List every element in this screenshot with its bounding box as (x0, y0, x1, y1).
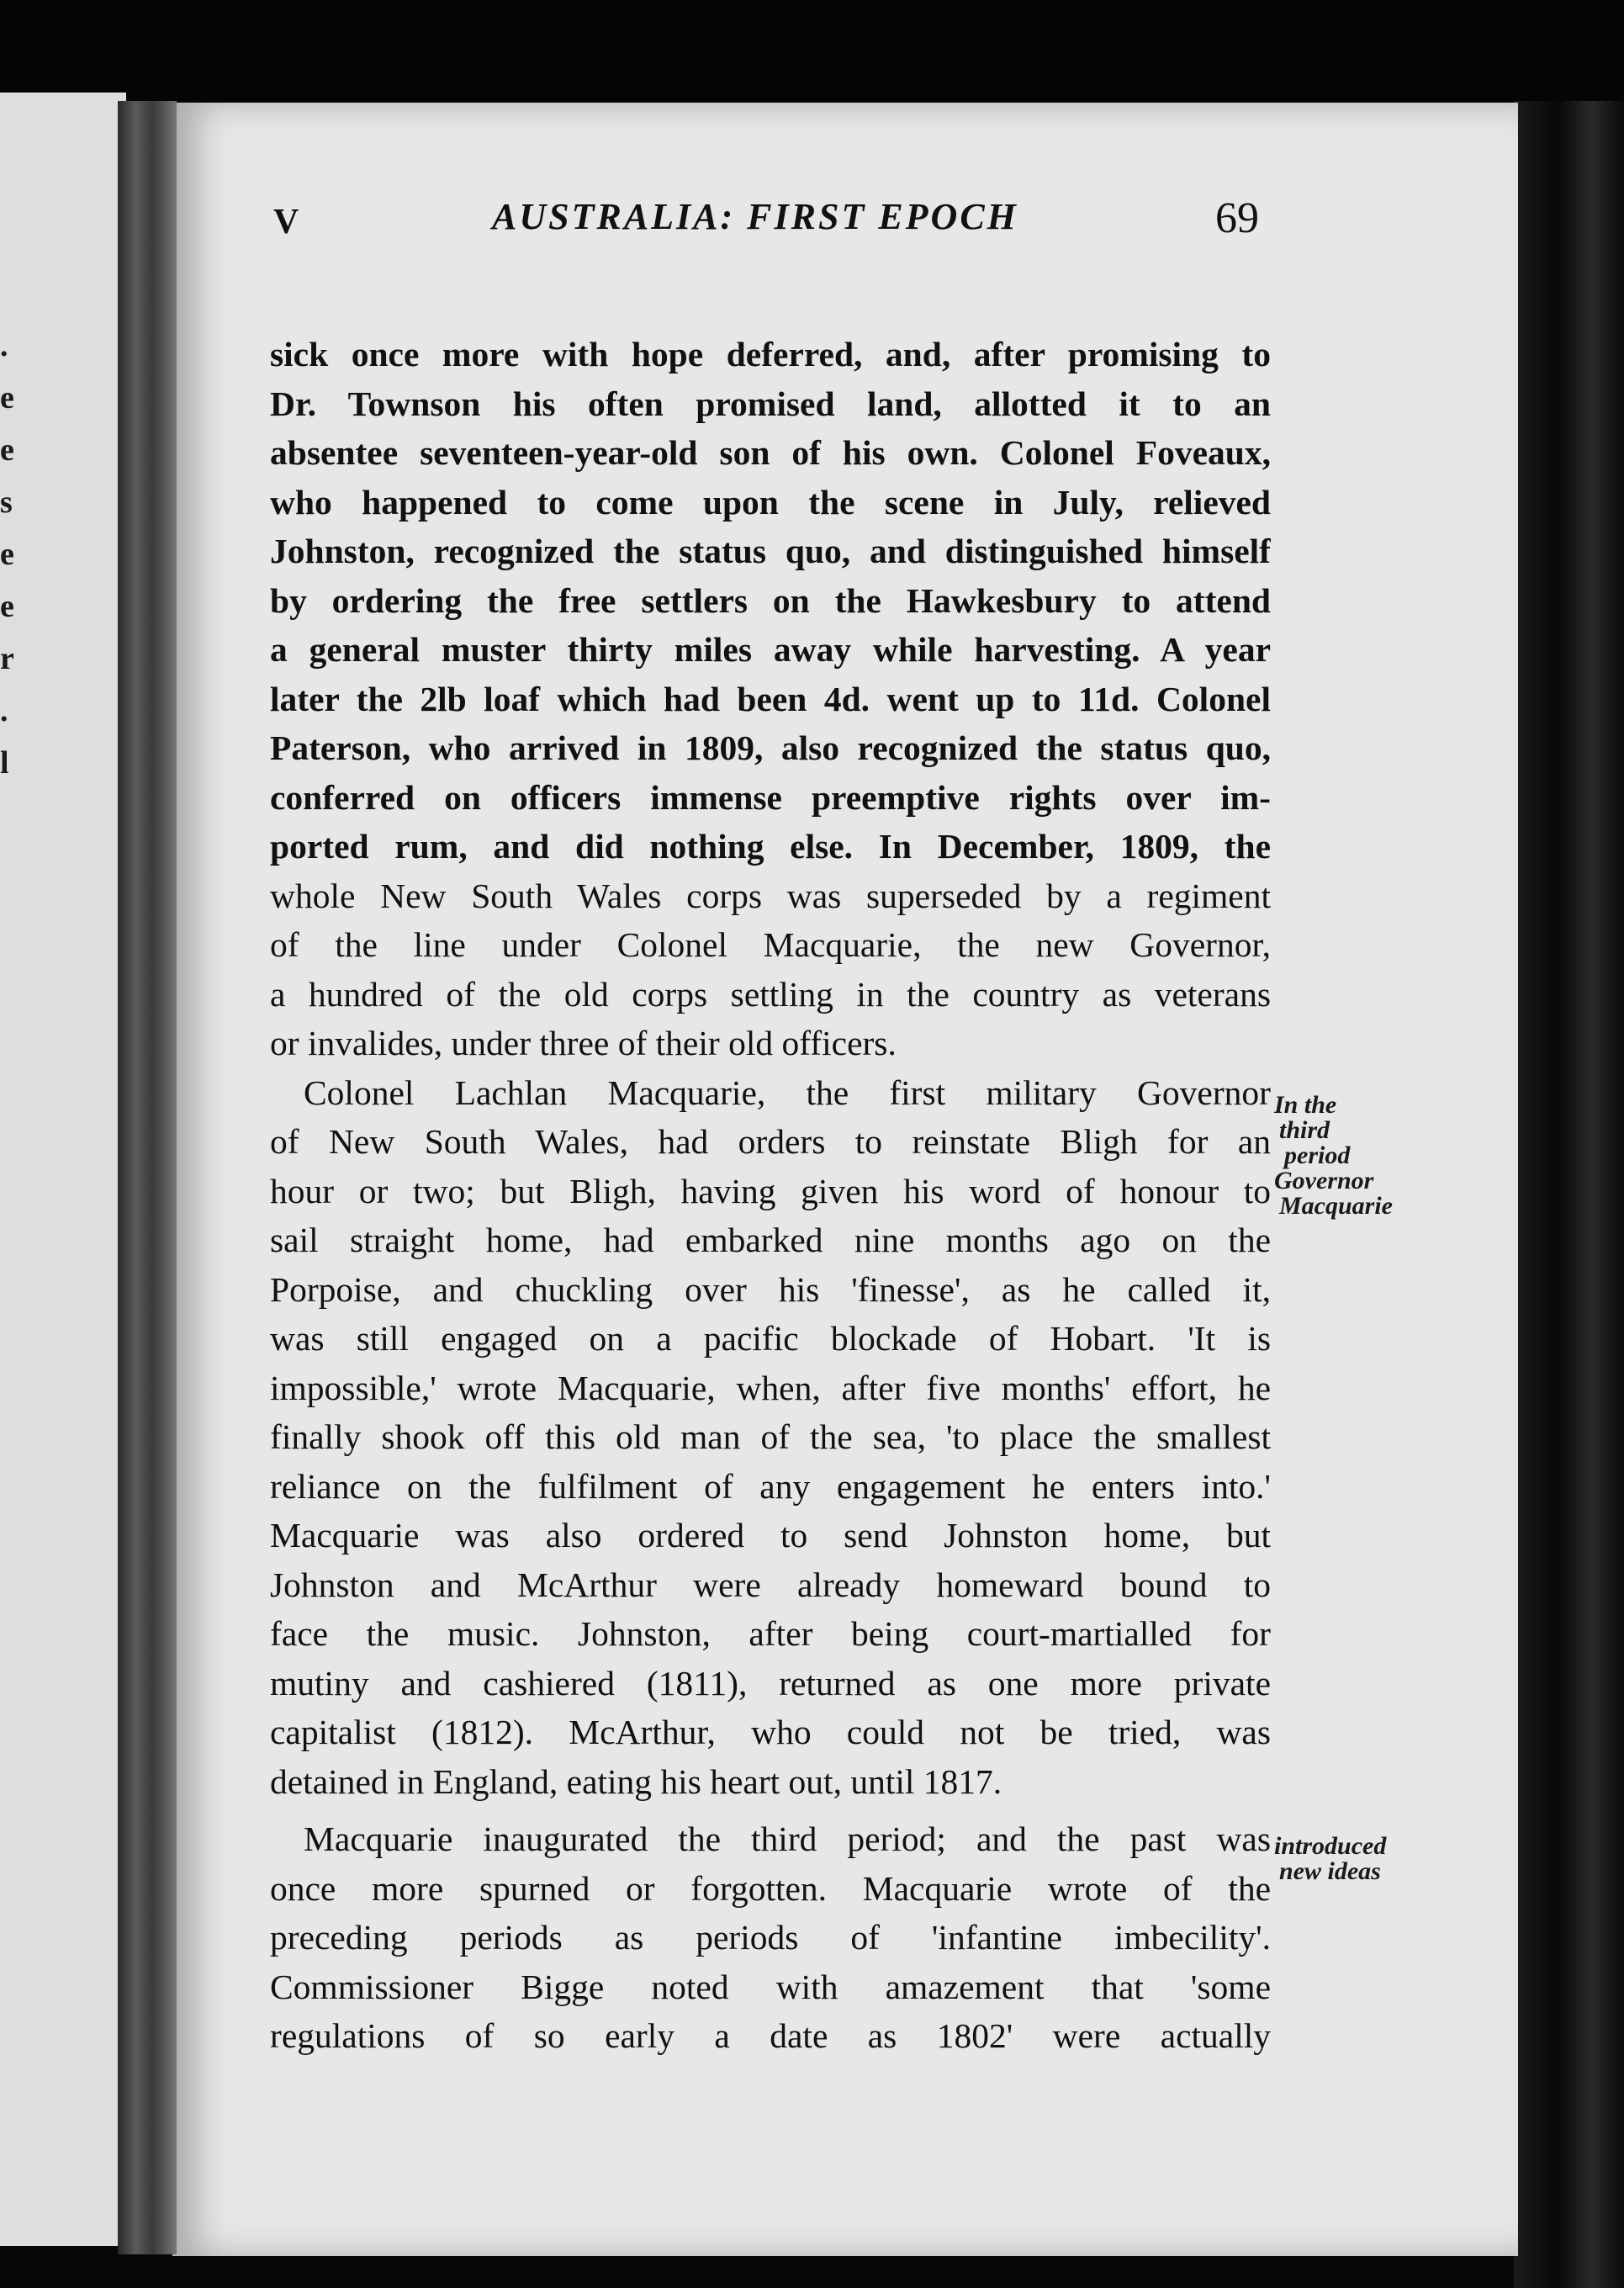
facing-page-edge (0, 93, 126, 2246)
text-line: ported rum, and did nothing else. In December, 1809, the (270, 827, 1271, 866)
scan-right-border (1514, 101, 1624, 2288)
running-title: AUSTRALIA: FIRST EPOCH (492, 196, 1018, 237)
text-line: by ordering the free settlers on the Hawkesbury to attend (270, 580, 1271, 620)
paragraph-1 (270, 330, 1271, 1068)
text-line: a general muster thirty miles away while harvesting. A year (270, 630, 1271, 669)
text-line: later the 2lb loaf which had been 4d. went up to 11d. Colonel (270, 679, 1271, 718)
text-line: who happened to come upon the scene in July, relieved (270, 482, 1271, 522)
text-line: sail straight home, had embarked nine months ago on the (270, 1221, 1271, 1259)
text-line: Porpoise, and chuckling over his 'finesse', as he called it, (270, 1269, 1271, 1309)
text-line: was still engaged on a pacific blockade of Hobart. 'It is (270, 1319, 1271, 1358)
text-line: Johnston, recognized the status quo, and distinguished himself (270, 532, 1271, 570)
margin-note-line: Macquarie (1279, 1192, 1393, 1220)
fragment: r (0, 641, 14, 676)
text-line: of New South Wales, had orders to reinstate Bligh for an (270, 1122, 1271, 1161)
chapter-number: V (273, 203, 299, 241)
text-line: whole New South Wales corps was superseded by a regiment (270, 876, 1271, 915)
page-number: 69 (1215, 194, 1259, 242)
text-line: reliance on the fulfilment of any engagement he enters into.' (270, 1466, 1271, 1506)
scan-top-border (0, 0, 1624, 118)
margin-note-governor-macquarie (1274, 1093, 1393, 1219)
body-text (270, 330, 1271, 2061)
text-line: or invalides, under three of their old officers. (270, 1024, 897, 1062)
text-line: capitalist (1812). McArthur, who could not be tried, was (270, 1713, 1271, 1751)
margin-note-line: new ideas (1279, 1857, 1381, 1885)
text-line: conferred on officers immense preemptive rights over im- (270, 777, 1271, 817)
text-line: Dr. Townson his often promised land, allotted it to an (270, 384, 1271, 423)
text-line: Macquarie was also ordered to send Johnston home, but (270, 1516, 1271, 1554)
text-line: absentee seventeen-year-old son of his own. Colonel Foveaux, (270, 433, 1271, 472)
margin-note-new-ideas (1274, 1834, 1386, 1884)
text-line: a hundred of the old corps settling in the country as veterans (270, 974, 1271, 1014)
text-line: Colonel Lachlan Macquarie, the first military Governor (304, 1072, 1271, 1112)
fragment: e (0, 380, 14, 416)
fragment: e (0, 589, 14, 624)
text-line: Paterson, who arrived in 1809, also recognized the status quo, (270, 728, 1271, 767)
text-line: of the line under Colonel Macquarie, the new Governor, (270, 925, 1271, 964)
paragraph-gap (270, 1806, 1271, 1814)
fragment: l (0, 745, 9, 781)
paragraph-2 (270, 1068, 1271, 1807)
text-line: finally shook off this old man of the sea, 'to place the smallest (270, 1417, 1271, 1456)
facing-page-text-fragments (0, 320, 25, 789)
fragment: e (0, 432, 14, 468)
text-line: preceding periods as periods of 'infantine imbecility'. (270, 1918, 1271, 1957)
fragment: . (0, 693, 8, 728)
fragment: s (0, 485, 13, 520)
text-line: once more spurned or forgotten. Macquarie wrote of the (270, 1868, 1271, 1908)
text-line: Commissioner Bigge noted with amazement that 'some (270, 1967, 1271, 2006)
text-line: face the music. Johnston, after being court-martialled for (270, 1614, 1271, 1653)
text-line: impossible,' wrote Macquarie, when, after five months' effort, he (270, 1368, 1271, 1407)
text-line: hour or two; but Bligh, having given his word of honour to (270, 1171, 1271, 1210)
text-line: mutiny and cashiered (1811), returned as one more private (270, 1663, 1271, 1703)
margin-note-line: Governor (1274, 1167, 1374, 1194)
fragment: . (0, 328, 8, 363)
margin-note-line: introduced (1274, 1832, 1387, 1860)
paragraph-3 (270, 1814, 1271, 2061)
book-page (172, 103, 1518, 2256)
margin-note-line: period (1284, 1141, 1351, 1169)
text-line: regulations of so early a date as 1802' were actually (270, 2016, 1271, 2055)
text-line: sick once more with hope deferred, and, after promising to (270, 335, 1271, 373)
text-line: Johnston and McArthur were already homeward bound to (270, 1565, 1271, 1604)
text-line: detained in England, eating his heart out, until 1817. (270, 1761, 1002, 1801)
text-line: Macquarie inaugurated the third period; and the past was (304, 1819, 1271, 1858)
margin-note-line: In the (1274, 1091, 1337, 1119)
margin-note-line: third (1279, 1116, 1330, 1144)
fragment: e (0, 537, 14, 572)
book-gutter (118, 101, 177, 2254)
